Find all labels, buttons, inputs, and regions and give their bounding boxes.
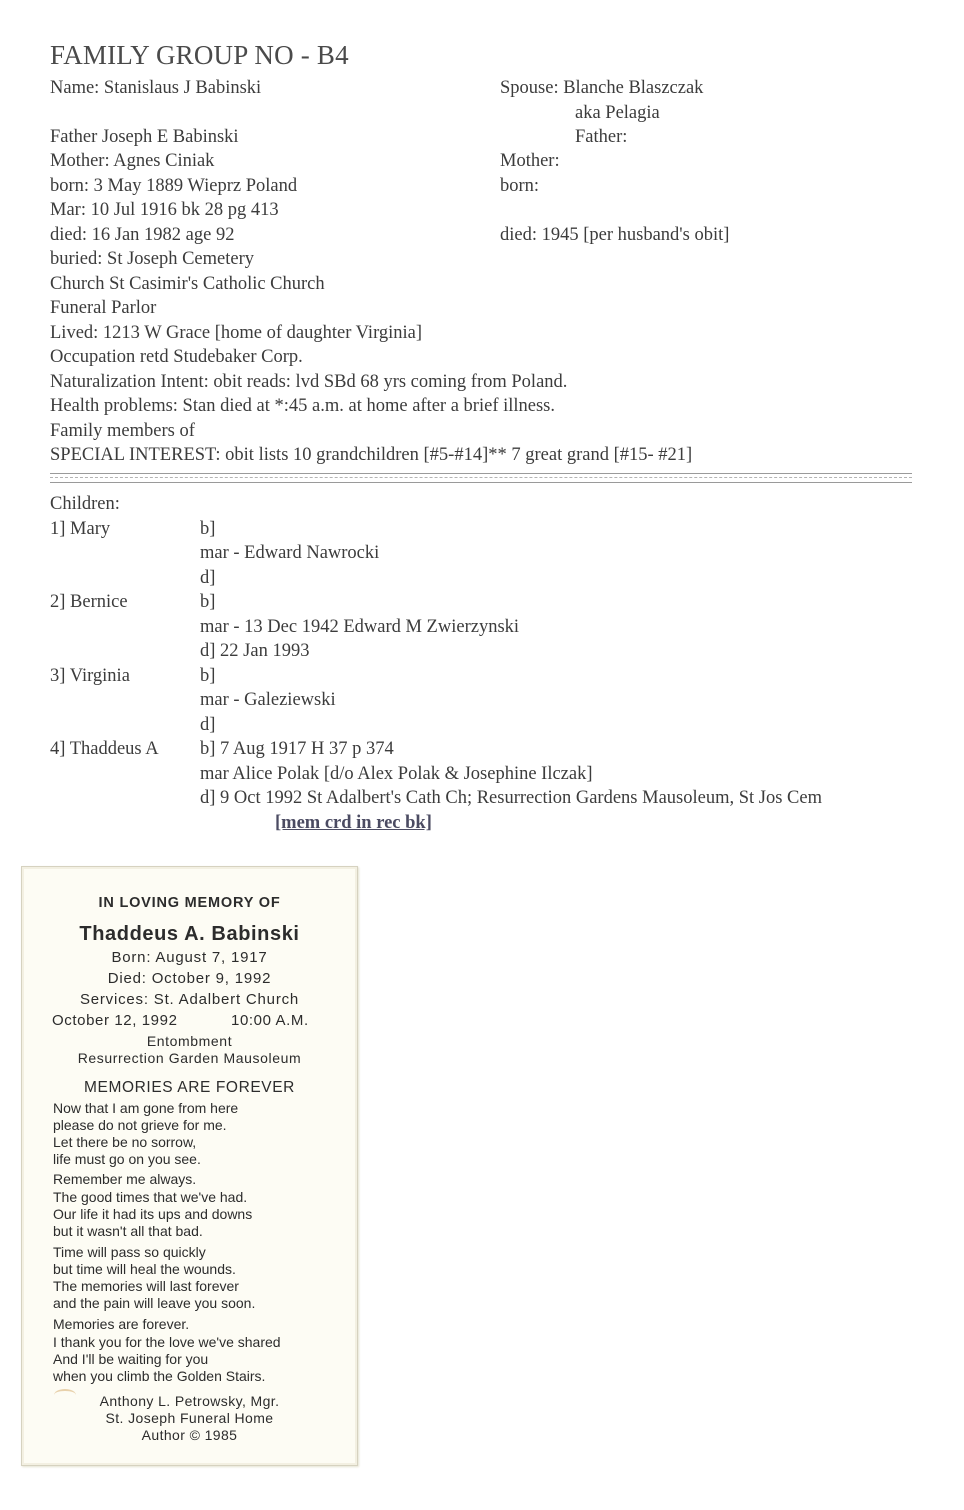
principal-name: Name: Stanislaus J Babinski (50, 78, 262, 98)
child-birth: b] (200, 519, 216, 539)
principal-buried: buried: St Joseph Cemetery (50, 249, 254, 269)
principal-marriage: Mar: 10 Jul 1916 bk 28 pg 413 (50, 200, 279, 220)
principal-special-interest: SPECIAL INTEREST: obit lists 10 grandchildren [#5-#14]** 7 great grand [#15- #21] (50, 445, 693, 465)
double-divider (50, 473, 912, 483)
card-service-date: October 12, 1992 (52, 1012, 178, 1029)
principal-church: Church St Casimir's Catholic Church (50, 274, 325, 294)
poem-line: I thank you for the love we've shared (53, 1334, 281, 1350)
child-birth: b] (200, 666, 216, 686)
principal-born: born: 3 May 1889 Wieprz Poland (50, 176, 298, 196)
child-name: 2] Bernice (50, 592, 128, 612)
poem-line: when you climb the Golden Stairs. (53, 1368, 266, 1384)
child-marriage: mar - 13 Dec 1942 Edward M Zwierzynski (200, 617, 520, 637)
principal-mother: Mother: Agnes Ciniak (50, 151, 215, 171)
child-marriage: mar - Galeziewski (200, 690, 336, 710)
child-death: d] 9 Oct 1992 St Adalbert's Cath Ch; Resurrection Gardens Mausoleum, St Jos Cem (200, 788, 822, 808)
card-credit-author: Author © 1985 (141, 1427, 238, 1443)
spouse-father: Father: (575, 127, 628, 147)
poem-line: The memories will last forever (53, 1278, 239, 1294)
principal-funeral-parlor: Funeral Parlor (50, 298, 157, 318)
poem-line: Time will pass so quickly (53, 1244, 206, 1260)
poem-line: but time will heal the wounds. (53, 1261, 236, 1277)
child-marriage: mar Alice Polak [d/o Alex Polak & Josephine Ilczak] (200, 764, 593, 784)
card-entombment-place: Resurrection Garden Mausoleum (77, 1050, 302, 1066)
spouse-aka: aka Pelagia (575, 103, 660, 123)
poem-line: Remember me always. (53, 1171, 197, 1187)
memorial-card-reference-link[interactable]: [mem crd in rec bk] (275, 813, 432, 833)
card-entombment: Entombment (146, 1033, 233, 1049)
poem-line: life must go on you see. (53, 1151, 201, 1167)
poem-line: Now that I am gone from here (53, 1100, 239, 1116)
poem-line: but it wasn't all that bad. (53, 1223, 203, 1239)
principal-lived: Lived: 1213 W Grace [home of daughter Virginia] (50, 323, 423, 343)
card-poem-title: MEMORIES ARE FOREVER (84, 1079, 295, 1096)
child-name: 1] Mary (50, 519, 111, 539)
child-name: 4] Thaddeus A (50, 739, 159, 759)
principal-died: died: 16 Jan 1982 age 92 (50, 225, 235, 245)
principal-father: Father Joseph E Babinski (50, 127, 239, 147)
child-death: d] (200, 568, 216, 588)
memorial-card (21, 866, 358, 1466)
principal-occupation: Occupation retd Studebaker Corp. (50, 347, 303, 367)
child-birth: b] (200, 592, 216, 612)
principal-health: Health problems: Stan died at *:45 a.m. at home after a brief illness. (50, 396, 556, 416)
principal-naturalization: Naturalization Intent: obit reads: lvd SBd 68 yrs coming from Poland. (50, 372, 568, 392)
card-born: Born: August 7, 1917 (111, 949, 268, 966)
spouse-name: Spouse: Blanche Blaszczak (500, 78, 704, 98)
children-label: Children: (50, 494, 120, 514)
card-heading: IN LOVING MEMORY OF (98, 895, 281, 911)
card-service-time: 10:00 A.M. (231, 1012, 309, 1029)
poem-line: And I'll be waiting for you (53, 1351, 209, 1367)
card-services: Services: St. Adalbert Church (79, 991, 300, 1008)
child-birth: b] 7 Aug 1917 H 37 p 374 (200, 739, 394, 759)
child-death: d] 22 Jan 1993 (200, 641, 310, 661)
spouse-died: died: 1945 [per husband's obit] (500, 225, 730, 245)
card-credit-manager: Anthony L. Petrowsky, Mgr. (99, 1393, 280, 1409)
card-deceased-name: Thaddeus A. Babinski (79, 923, 300, 945)
child-name: 3] Virginia (50, 666, 130, 686)
poem-line: The good times that we've had. (53, 1189, 248, 1205)
spouse-mother: Mother: (500, 151, 560, 171)
poem-line: and the pain will leave you soon. (53, 1295, 256, 1311)
poem-line: Our life it had its ups and downs (53, 1206, 253, 1222)
child-death: d] (200, 715, 216, 735)
poem-line: Memories are forever. (53, 1316, 190, 1332)
card-credit-funeral-home: St. Joseph Funeral Home (105, 1410, 274, 1426)
spouse-born: born: (500, 176, 540, 196)
poem-line: please do not grieve for me. (53, 1117, 227, 1133)
card-died: Died: October 9, 1992 (107, 970, 272, 987)
page-title: FAMILY GROUP NO - B4 (50, 40, 349, 70)
poem-line: Let there be no sorrow, (53, 1134, 197, 1150)
principal-family-members: Family members of (50, 421, 195, 441)
child-marriage: mar - Edward Nawrocki (200, 543, 380, 563)
